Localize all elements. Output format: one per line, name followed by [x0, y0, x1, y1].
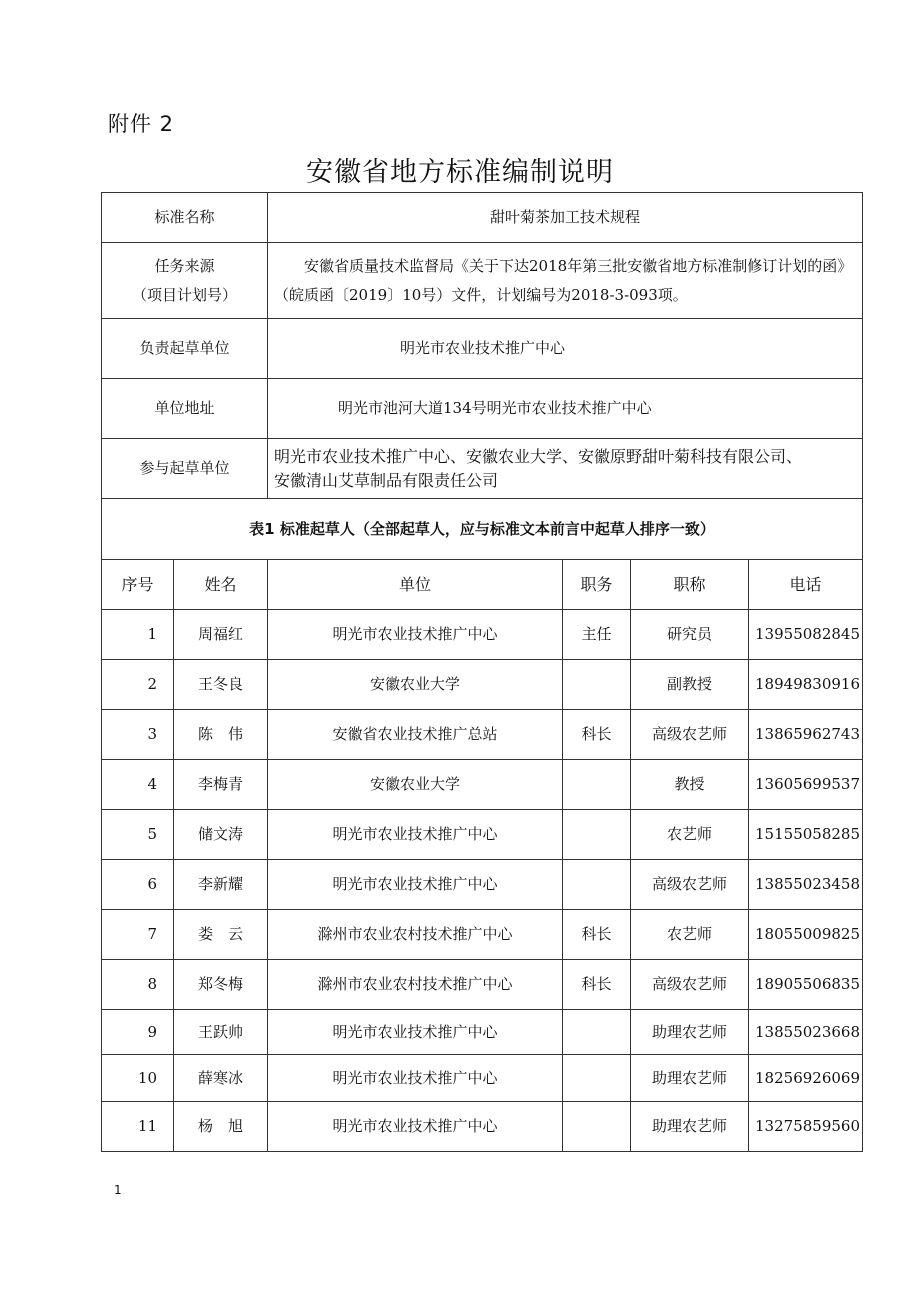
- col-header-phone: 电话: [749, 560, 863, 610]
- cell-phone: 15155058285: [749, 810, 863, 860]
- task-source-value: 安徽省质量技术监督局《关于下达2018年第三批安徽省地方标准制修订计划的函》（皖质函〔2019〕10号）文件，计划编号为2018-3-093项。: [268, 243, 863, 319]
- cell-unit: 安徽省农业技术推广总站: [268, 710, 563, 760]
- table-row: [102, 860, 863, 910]
- cell-phone: 13275859560: [749, 1102, 863, 1152]
- cell-phone: 13855023668: [749, 1010, 863, 1055]
- drafters-table-caption: 表1 标准起草人（全部起草人，应与标准文本前言中起草人排序一致）: [102, 499, 863, 560]
- cell-title: 助理农艺师: [631, 1010, 749, 1055]
- lead-unit-value: 明光市农业技术推广中心: [268, 319, 863, 379]
- table-row: [102, 1055, 863, 1102]
- cell-title: 助理农艺师: [631, 1055, 749, 1102]
- cell-title: 高级农艺师: [631, 710, 749, 760]
- participants-label: 参与起草单位: [102, 439, 268, 499]
- cell-name: 薛寒冰: [174, 1055, 268, 1102]
- cell-unit: 明光市农业技术推广中心: [268, 1055, 563, 1102]
- task-source-label-line2: （项目计划号）: [132, 285, 238, 304]
- cell-post: 科长: [563, 910, 631, 960]
- cell-title: 研究员: [631, 610, 749, 660]
- table-row: [102, 660, 863, 710]
- document-title: 安徽省地方标准编制说明: [306, 157, 614, 188]
- cell-post: 科长: [563, 710, 631, 760]
- cell-unit: 明光市农业技术推广中心: [268, 1010, 563, 1055]
- cell-no: 4: [102, 760, 174, 810]
- cell-post: [563, 660, 631, 710]
- cell-phone: 18905506835: [749, 960, 863, 1010]
- col-header-unit: 单位: [268, 560, 563, 610]
- table-row: [102, 910, 863, 960]
- cell-unit: 滁州市农业农村技术推广中心: [268, 910, 563, 960]
- cell-no: 7: [102, 910, 174, 960]
- cell-post: [563, 760, 631, 810]
- table-row: [102, 610, 863, 660]
- cell-post: [563, 1055, 631, 1102]
- cell-post: [563, 860, 631, 910]
- participants-value: [268, 439, 863, 499]
- cell-phone: 13865962743: [749, 710, 863, 760]
- standard-info-table: [101, 192, 863, 1152]
- cell-post: 科长: [563, 960, 631, 1010]
- col-header-post: 职务: [563, 560, 631, 610]
- participants-line1: 明光市农业技术推广中心、安徽农业大学、安徽原野甜叶菊科技有限公司、: [274, 446, 803, 466]
- cell-unit: 明光市农业技术推广中心: [268, 860, 563, 910]
- cell-name: 娄 云: [174, 910, 268, 960]
- table-row: [102, 1010, 863, 1055]
- col-header-no: 序号: [102, 560, 174, 610]
- cell-no: 6: [102, 860, 174, 910]
- cell-title: 高级农艺师: [631, 960, 749, 1010]
- standard-name-value: 甜叶菊茶加工技术规程: [268, 193, 863, 243]
- task-source-label: [102, 243, 268, 319]
- cell-post: 主任: [563, 610, 631, 660]
- task-source-label-line1: 任务来源: [154, 256, 215, 275]
- cell-phone: 13855023458: [749, 860, 863, 910]
- cell-no: 2: [102, 660, 174, 710]
- cell-title: 农艺师: [631, 910, 749, 960]
- cell-name: 周福红: [174, 610, 268, 660]
- cell-unit: 明光市农业技术推广中心: [268, 1102, 563, 1152]
- cell-no: 8: [102, 960, 174, 1010]
- cell-unit: 明光市农业技术推广中心: [268, 810, 563, 860]
- cell-unit: 安徽农业大学: [268, 760, 563, 810]
- cell-no: 11: [102, 1102, 174, 1152]
- cell-unit: 滁州市农业农村技术推广中心: [268, 960, 563, 1010]
- page-number: 1: [114, 1183, 122, 1197]
- table-row: [102, 960, 863, 1010]
- cell-name: 杨 旭: [174, 1102, 268, 1152]
- cell-title: 高级农艺师: [631, 860, 749, 910]
- table-row: [102, 760, 863, 810]
- cell-name: 储文涛: [174, 810, 268, 860]
- cell-phone: 18256926069: [749, 1055, 863, 1102]
- cell-name: 李新耀: [174, 860, 268, 910]
- cell-no: 1: [102, 610, 174, 660]
- cell-unit: 明光市农业技术推广中心: [268, 610, 563, 660]
- cell-no: 5: [102, 810, 174, 860]
- cell-post: [563, 1102, 631, 1152]
- cell-no: 9: [102, 1010, 174, 1055]
- address-value: 明光市池河大道134号明光市农业技术推广中心: [268, 379, 863, 439]
- cell-phone: 13955082845: [749, 610, 863, 660]
- lead-unit-label: 负责起草单位: [102, 319, 268, 379]
- cell-name: 郑冬梅: [174, 960, 268, 1010]
- cell-post: [563, 810, 631, 860]
- cell-no: 3: [102, 710, 174, 760]
- cell-name: 王冬良: [174, 660, 268, 710]
- cell-title: 助理农艺师: [631, 1102, 749, 1152]
- cell-phone: 13605699537: [749, 760, 863, 810]
- cell-title: 农艺师: [631, 810, 749, 860]
- attachment-label: 附件 2: [108, 112, 175, 136]
- table-row: [102, 810, 863, 860]
- cell-post: [563, 1010, 631, 1055]
- cell-name: 王跃帅: [174, 1010, 268, 1055]
- drafters-header-row: [102, 560, 863, 610]
- col-header-title: 职称: [631, 560, 749, 610]
- cell-phone: 18949830916: [749, 660, 863, 710]
- col-header-name: 姓名: [174, 560, 268, 610]
- cell-name: 陈 伟: [174, 710, 268, 760]
- table-row: [102, 1102, 863, 1152]
- table-row: [102, 710, 863, 760]
- cell-title: 教授: [631, 760, 749, 810]
- cell-phone: 18055009825: [749, 910, 863, 960]
- cell-unit: 安徽农业大学: [268, 660, 563, 710]
- cell-name: 李梅青: [174, 760, 268, 810]
- address-label: 单位地址: [102, 379, 268, 439]
- drafters-rows: [102, 610, 863, 1152]
- participants-line2: 安徽清山艾草制品有限责任公司: [274, 470, 499, 490]
- cell-no: 10: [102, 1055, 174, 1102]
- cell-title: 副教授: [631, 660, 749, 710]
- standard-name-label: 标准名称: [102, 193, 268, 243]
